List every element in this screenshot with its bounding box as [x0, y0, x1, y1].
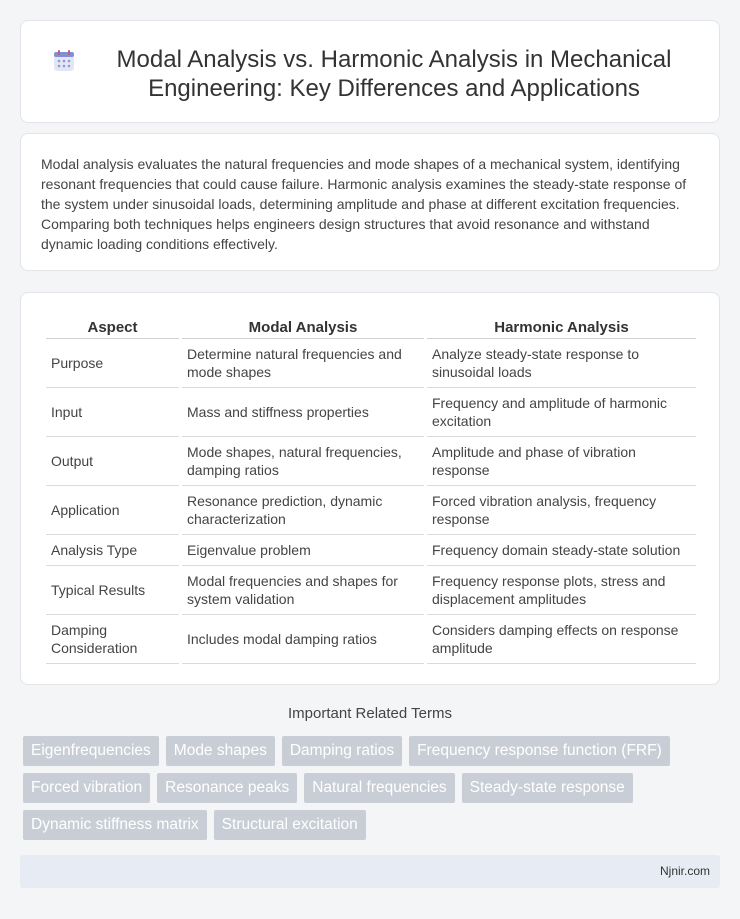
- cell-modal: Eigenvalue problem: [182, 535, 424, 566]
- calendar-grid-icon: [51, 48, 77, 74]
- table-row: [46, 437, 696, 486]
- cell-modal: Modal frequencies and shapes for system validation: [182, 566, 424, 615]
- cell-harmonic: Considers damping effects on response amplitude: [427, 615, 696, 664]
- page-title: Modal Analysis vs. Harmonic Analysis in Mechanical Engineering: Key Differences and Applications: [116, 46, 672, 102]
- cell-aspect: Typical Results: [46, 566, 179, 615]
- term-chip[interactable]: Resonance peaks: [157, 773, 297, 803]
- term-chip[interactable]: Forced vibration: [23, 773, 150, 803]
- cell-modal: Includes modal damping ratios: [182, 615, 424, 664]
- cell-harmonic: Analyze steady-state response to sinusoidal loads: [427, 339, 696, 388]
- title-card: [20, 20, 720, 123]
- term-chip[interactable]: Dynamic stiffness matrix: [23, 810, 207, 840]
- table-row: [46, 486, 696, 535]
- header-aspect: Aspect: [46, 313, 179, 339]
- term-row: [23, 773, 703, 803]
- table-row: [46, 615, 696, 664]
- table-row: [46, 566, 696, 615]
- cell-modal: Determine natural frequencies and mode shapes: [182, 339, 424, 388]
- cell-aspect: Output: [46, 437, 179, 486]
- header-modal: Modal Analysis: [182, 313, 424, 339]
- intro-card: [20, 133, 720, 271]
- cell-harmonic: Frequency and amplitude of harmonic excitation: [427, 388, 696, 437]
- cell-aspect: Purpose: [46, 339, 179, 388]
- intro-paragraph: Modal analysis evaluates the natural frequencies and mode shapes of a mechanical system, identifying resonant frequencies that could cause failure. Harmonic analysis examines the steady-state response of the system under sinusoidal loads, determining amplitude and phase at different excitation frequencies. Comparing both techniques helps engineers design structures that avoid resonance and withstand dynamic loading conditions effectively.: [41, 156, 687, 252]
- term-chip[interactable]: Natural frequencies: [304, 773, 454, 803]
- header-harmonic: Harmonic Analysis: [427, 313, 696, 339]
- term-chip[interactable]: Mode shapes: [166, 736, 275, 766]
- cell-aspect: Damping Consideration: [46, 615, 179, 664]
- cell-harmonic: Forced vibration analysis, frequency response: [427, 486, 696, 535]
- cell-aspect: Analysis Type: [46, 535, 179, 566]
- table-header-row: [46, 313, 696, 339]
- cell-harmonic: Frequency domain steady-state solution: [427, 535, 696, 566]
- cell-harmonic: Frequency response plots, stress and displacement amplitudes: [427, 566, 696, 615]
- table-row: [46, 339, 696, 388]
- comparison-card: [20, 292, 720, 685]
- term-chip[interactable]: Eigenfrequencies: [23, 736, 159, 766]
- cell-modal: Resonance prediction, dynamic characterization: [182, 486, 424, 535]
- related-terms-heading: Important Related Terms: [288, 705, 452, 722]
- table-row: [46, 388, 696, 437]
- cell-modal: Mass and stiffness properties: [182, 388, 424, 437]
- term-chip[interactable]: Structural excitation: [214, 810, 366, 840]
- related-terms: [23, 736, 703, 847]
- cell-modal: Mode shapes, natural frequencies, damping ratios: [182, 437, 424, 486]
- table-row: [46, 535, 696, 566]
- term-row: [23, 810, 703, 840]
- cell-aspect: Input: [46, 388, 179, 437]
- footer: [20, 855, 720, 888]
- cell-aspect: Application: [46, 486, 179, 535]
- term-chip[interactable]: Damping ratios: [282, 736, 402, 766]
- term-row: [23, 736, 703, 766]
- footer-site[interactable]: Njnir.com: [659, 864, 710, 878]
- term-chip[interactable]: Frequency response function (FRF): [409, 736, 670, 766]
- cell-harmonic: Amplitude and phase of vibration response: [427, 437, 696, 486]
- comparison-table: [43, 313, 699, 664]
- term-chip[interactable]: Steady-state response: [462, 773, 633, 803]
